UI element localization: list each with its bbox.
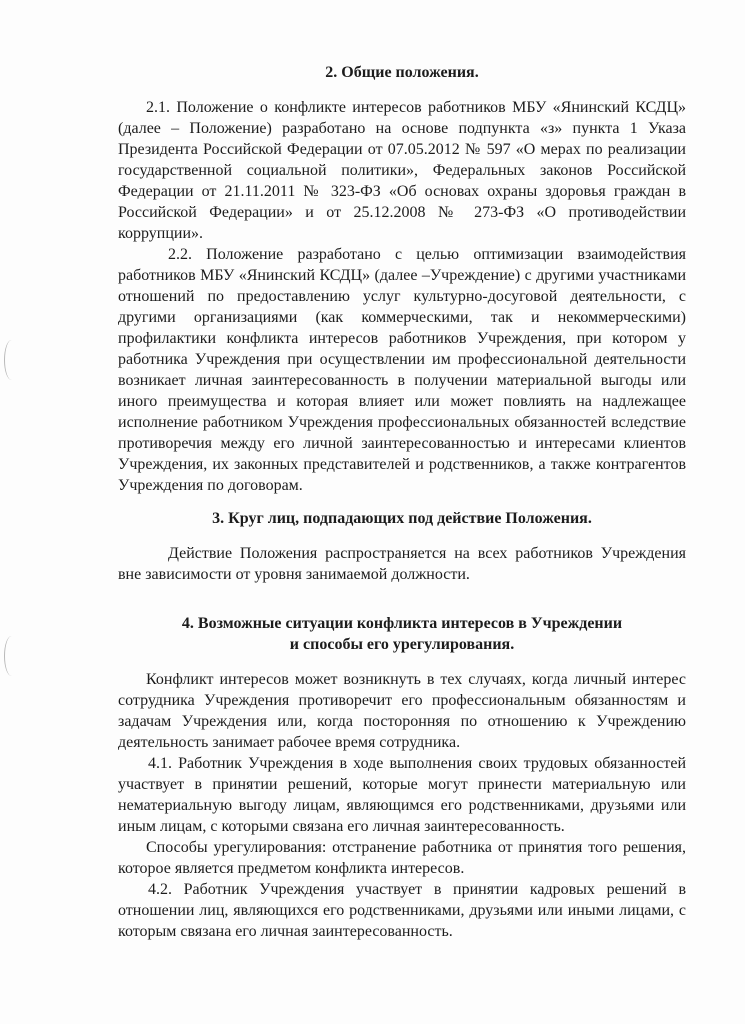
paragraph-4-1-resolution: Способы урегулирования: отстранение работника от принятия того решения, которое является предметом конфликта интересов. xyxy=(118,839,686,877)
paragraph-4-2: 4.2. Работник Учреждения участвует в принятии кадровых решений в отношении лиц, являющихся его родственниками, друзьями или иными лицами, с которым связана его личная заинтересованность. xyxy=(118,881,686,940)
punch-hole-mark-bottom xyxy=(4,636,19,676)
section-4-title-line-1: 4. Возможные ситуации конфликта интересов в Учреждении xyxy=(181,615,623,632)
paragraph-2-1: 2.1. Положение о конфликте интересов работников МБУ «Янинский КСДЦ» (далее – Положение) разработано на основе подпункта «з» пункта 1 Указа Президента Российской Федерации от 07.05.2012 № 597 «О мерах по реализации государственной социальной политики», Федеральных законов Российской Федерации от 21.11.2011 № 323-ФЗ «Об основах охраны здоровья граждан в Российской Федерации» и от 25.12.2008 № 273-ФЗ «О противодействии коррупции». xyxy=(118,99,686,242)
document-body xyxy=(118,62,686,942)
section-2-title: 2. Общие положения. xyxy=(325,64,479,81)
section-4-title xyxy=(118,613,686,655)
paragraph-2-2: 2.2. Положение разработано с целью оптимизации взаимодействия работников МБУ «Янинский КСДЦ» (далее –Учреждение) с другими участниками отношений по предоставлению услуг культурно-досуговой деятельности, с другими организациями (как коммерческими, так и некоммерческими) профилактики конфликта интересов работников Учреждения, при котором у работника Учреждения при осуществлении им профессиональной деятельности возникает личная заинтересованность в получении материальной выгоды или иного преимущества и которая влияет или может повлиять на надлежащее исполнение работником Учреждения профессиональных обязанностей вследствие противоречия между его личной заинтересованностью и интересами клиентов Учреждения, их законных представителей и родственников, а также контрагентов Учреждения по договорам. xyxy=(118,246,686,494)
paragraph-4-intro: Конфликт интересов может возникнуть в тех случаях, когда личный интерес сотрудника Учреждения противоречит его профессиональным обязанностям и задачам Учреждения или, когда посторонняя по отношению к Учреждению деятельность занимает рабочее время сотрудника. xyxy=(118,671,686,751)
section-3-title: 3. Круг лиц, подпадающих под действие Положения. xyxy=(212,510,592,527)
punch-hole-mark-top xyxy=(4,340,19,380)
section-4-title-line-2: и способы его урегулирования. xyxy=(289,636,515,653)
paragraph-4-1: 4.1. Работник Учреждения в ходе выполнения своих трудовых обязанностей участвует в принятии решений, которые могут принести материальную или нематериальную выгоду лицам, являющимся его родственниками, друзьями или иным лицам, с которыми связана его личная заинтересованность. xyxy=(118,755,686,835)
paragraph-3: Действие Положения распространяется на всех работников Учреждения вне зависимости от уровня занимаемой должности. xyxy=(118,545,686,583)
